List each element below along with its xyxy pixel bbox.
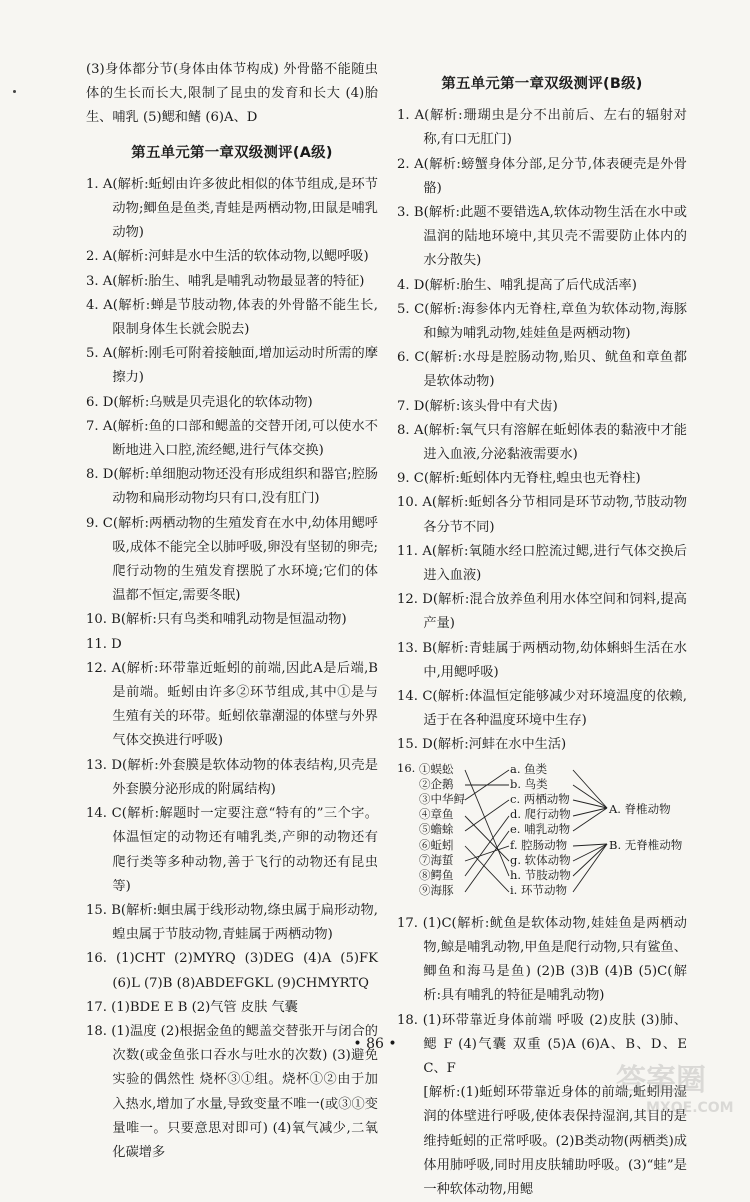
class-label: e. 哺乳动物: [510, 822, 571, 837]
answer-item: 2. A(解析:螃蟹身体分部,足分节,体表硬壳是外骨骼): [397, 156, 687, 196]
section-title-b: 第五单元第一章双级测评(B级): [441, 76, 643, 92]
class-label: a. 鱼类: [510, 761, 548, 776]
answer-list-a: [86, 173, 378, 1165]
group-invertebrates: B. 无脊椎动物: [609, 837, 683, 852]
answer-item: 15. D(解析:河蚌在水中生活): [397, 737, 567, 753]
animal-label: ③中华鲟: [419, 792, 465, 807]
animal-label: ②企鹅: [419, 776, 454, 791]
answer-item: 1. A(解析:蚯蚓由许多彼此相似的体节组成,是环节动物;鲫鱼是鱼类,青蛙是两栖动物,田鼠是哺乳动物): [86, 176, 378, 241]
animal-label: ⑨海豚: [419, 883, 454, 898]
animal-label: ⑧鳄鱼: [419, 868, 454, 882]
class-label: d. 爬行动物: [510, 807, 571, 822]
answer-item: 13. D(解析:外套膜是软体动物的体表结构,贝壳是外套膜分泌形成的附属结构): [86, 757, 378, 797]
answer-item: 3. A(解析:胎生、哺乳是哺乳动物最显著的特征): [86, 273, 365, 289]
matching-diagram: [397, 760, 687, 910]
answer-item: 14. C(解析:体温恒定能够减少对环境温度的依赖,适于在各种温度环境中生存): [397, 689, 687, 729]
answer-item: 18. (1)环带靠近身体前端 呼吸 (2)皮肤 (3)肺、鳃 F (4)气囊 双重 (5)A (6)A、B、D、E C、F: [397, 1012, 687, 1076]
answer-item: 7. D(解析:该头骨中有犬齿): [397, 398, 558, 414]
animal-label: ①蜈蚣: [419, 761, 454, 776]
class-label: i. 环节动物: [510, 883, 567, 898]
scan-dot: [13, 90, 16, 93]
answer-item: 17. (1)BDE E B (2)气管 皮肤 气囊: [86, 999, 298, 1015]
page-number: • 86 •: [353, 1036, 397, 1052]
left-column: [86, 58, 378, 1165]
answer-item: 14. C(解析:解题时一定要注意“特有的”三个字。体温恒定的动物还有哺乳类,产卵的动物还有爬行类等多种动物,善于飞行的动物还有昆虫等): [86, 806, 378, 894]
previous-answer-continuation: (3)身体都分节(身体由体节构成) 外骨骼不能随虫体的生长而长大,限制了昆虫的发育和长大 (4)胎生、哺乳 (5)鳃和鳍 (6)A、D: [86, 62, 378, 126]
right-column: [397, 58, 687, 1202]
answer-item: 1. A(解析:珊瑚虫是分不出前后、左右的辐射对称,有口无肛门): [397, 108, 687, 148]
group-vertebrates: A. 脊椎动物: [609, 801, 671, 816]
answer-item: 13. B(解析:青蛙属于两栖动物,幼体蝌蚪生活在水中,用鳃呼吸): [397, 640, 687, 680]
answer-item: 9. C(解析:蚯蚓体内无脊柱,蝗虫也无脊柱): [397, 471, 641, 487]
answer-item: 4. D(解析:胎生、哺乳提高了后代成活率): [397, 277, 637, 293]
answer-item: 18. (1)温度 (2)根据金鱼的鳃盖交替张开与闭合的次数(或金鱼张口吞水与吐水的次数) (3)避免实验的偶然性 烧杯③①组。烧杯①②由于加入热水,增加了水量,导致变量不唯一(或③①变量唯一。只要意思对即可) (4)氧气减少,二氧化碳增多: [86, 1023, 378, 1160]
answer-item: 6. C(解析:水母是腔肠动物,贻贝、鱿鱼和章鱼都是软体动物): [397, 350, 687, 390]
answer-item: 4. A(解析:蝉是节肢动物,体表的外骨骼不能生长,限制身体生长就会脱去): [86, 297, 378, 338]
class-list: [510, 762, 571, 899]
answer-item: 16. (1)CHT (2)MYRQ (3)DEG (4)A (5)FK (6)L (7)B (8)ABDEFGKL (9)CHMYRTQ: [86, 951, 378, 991]
answer-explanation: [解析:(1)蚯蚓环带靠近身体的前端,蚯蚓用湿润的体壁进行呼吸,使体表保持湿润,其目的是维持蚯蚓的正常呼吸。(2)B类动物(两栖类)成体用肺呼吸,同时用皮肤辅助呼吸。(3)“蛙”是一种软体动物,用鳃: [423, 1085, 687, 1197]
answer-item: 10. A(解析:蚯蚓各分节相同是环节动物,节肢动物各分节不同): [397, 495, 687, 535]
answer-item: 6. D(解析:乌贼是贝壳退化的软体动物): [86, 394, 313, 410]
answer-item: 8. D(解析:单细胞动物还没有形成组织和器官;腔肠动物和扁形动物均只有口,没有肛门): [86, 467, 378, 507]
class-label: c. 两栖动物: [510, 792, 570, 807]
answer-item: 5. C(解析:海参体内无脊柱,章鱼为软体动物,海豚和鲸为哺乳动物,娃娃鱼是两栖动物): [397, 301, 687, 342]
answer-item: 11. A(解析:氧随水经口腔流过鳃,进行气体交换后进入血液): [397, 543, 687, 584]
class-label: b. 鸟类: [510, 776, 548, 791]
class-label: h. 节肢动物: [510, 868, 571, 882]
class-label: f. 腔肠动物: [510, 837, 568, 852]
answer-item: 17. (1)C(解析:鱿鱼是软体动物,娃娃鱼是两栖动物,鲸是哺乳动物,甲鱼是爬行动物,只有鲨鱼、鲫鱼和海马是鱼) (2)B (3)B (4)B (5)C(解析:具有哺乳的特征是哺乳动物): [397, 915, 687, 1004]
answer-item: 12. D(解析:混合放养鱼利用水体空间和饲料,提高产量): [397, 592, 687, 632]
animal-label: ④章鱼: [419, 807, 454, 822]
answer-item: 10. B(解析:只有鸟类和哺乳动物是恒温动物): [86, 612, 347, 628]
watermark-url: MXQE.COM: [646, 1100, 734, 1116]
watermark-logo: [612, 1058, 742, 1116]
answer-item: 2. A(解析:河蚌是水中生活的软体动物,以鳃呼吸): [86, 249, 369, 265]
answer-item: 3. B(解析:此题不要错选A,软体动物生活在水中或温润的陆地环境中,其贝壳不需要防止体内的水分散失): [397, 205, 687, 269]
answer-item: 12. A(解析:环带靠近蚯蚓的前端,因此A是后端,B是前端。蚯蚓由许多②环节组成,其中①是与生殖有关的环带。蚯蚓依靠潮湿的体壁与外界气体交换进行呼吸): [86, 660, 378, 749]
animal-list: [419, 762, 465, 899]
class-label: g. 软体动物: [510, 852, 571, 867]
watermark-text: 答案圈: [616, 1063, 706, 1098]
section-title-a: 第五单元第一章双级测评(A级): [131, 144, 333, 161]
answer-item: 5. A(解析:刚毛可附着接触面,增加运动时所需的摩擦力): [86, 346, 378, 386]
answer-list-b-cont: [397, 912, 687, 1202]
item-number: 16.: [397, 760, 416, 775]
animal-label: ⑥蚯蚓: [419, 837, 454, 852]
answer-item: 7. A(解析:鱼的口部和鳃盖的交替开闭,可以使水不断地进入口腔,流经鳃,进行气体交换): [86, 418, 378, 459]
animal-label: ⑦海蜇: [419, 852, 454, 867]
animal-label: ⑤蟾蜍: [419, 822, 454, 837]
answer-item: 9. C(解析:两栖动物的生殖发育在水中,幼体用鳃呼吸,成体不能完全以肺呼吸,卵没有坚韧的卵壳;爬行动物的生殖发育摆脱了水环境;它们的体温都不恒定,需要冬眠): [86, 515, 378, 604]
answer-item: 15. B(解析:蛔虫属于线形动物,绦虫属于扁形动物,蝗虫属于节肢动物,青蛙属于两栖动物): [86, 902, 378, 943]
answer-item: 8. A(解析:氧气只有溶解在蚯蚓体表的黏液中才能进入血液,分泌黏液需要水): [397, 422, 687, 463]
answer-item: 11. D: [86, 636, 122, 652]
answer-list-b: [397, 104, 687, 757]
